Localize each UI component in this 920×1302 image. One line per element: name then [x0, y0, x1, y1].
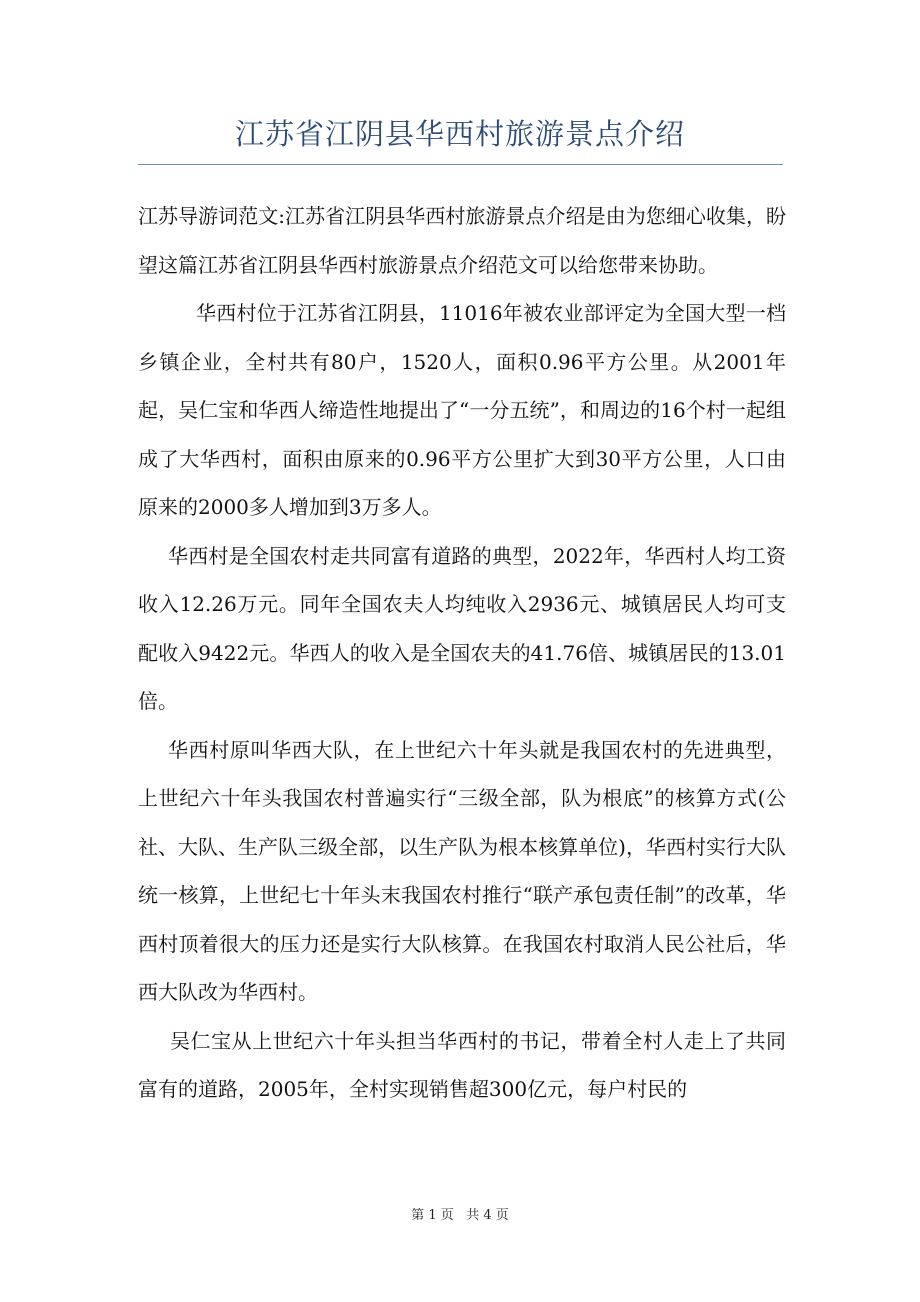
page-title: 江苏省江阴县华西村旅游景点介绍 [234, 117, 685, 151]
paragraph-history: 华西村原叫华西大队，在上世纪六十年头就是我国农村的先进典型，上世纪六十年头我国农村普遍实行“三级全部，队为根底”的核算方式(公社、大队、生产队三级全部，以生产队为根本核算单位)，华西村实行大队统一核算，上世纪七十年头末我国农村推行“联产承包责任制”的改革，华西村顶着很大的压力还是实行大队核算。在我国农村取消人民公社后，华西大队改为华西村。 [138, 737, 786, 1004]
document-body [138, 192, 786, 1114]
paragraph-location: 华西村位于江苏省江阴县，11016年被农业部评定为全国大型一档乡镇企业，全村共有80户，1520人，面积0.96平方公里。从2001年起，吴仁宝和华西人缔造性地提出了“一分五统”，和周边的16个村一起组成了大华西村，面积由原来的0.96平方公里扩大到30平方公里，人口由原来的2000多人增加到3万多人。 [138, 301, 786, 519]
paragraph-leader: 吴仁宝从上世纪六十年头担当华西村的书记，带着全村人走上了共同富有的道路，2005年，全村实现销售超300亿元，每户村民的 [138, 1028, 786, 1101]
paragraph-income: 华西村是全国农村走共同富有道路的典型，2022年，华西村人均工资收入12.26万元。同年全国农夫人均纯收入2936元、城镇居民人均可支配收入9422元。华西人的收入是全国农夫的41.76倍、城镇居民的13.01倍。 [138, 543, 786, 713]
paragraph-intro: 江苏导游词范文:江苏省江阴县华西村旅游景点介绍是由为您细心收集，盼望这篇江苏省江阴县华西村旅游景点介绍范文可以给您带来协助。 [138, 204, 786, 277]
title-divider [138, 164, 783, 165]
page-footer: 第 1 页 共 4 页 [411, 1208, 509, 1223]
